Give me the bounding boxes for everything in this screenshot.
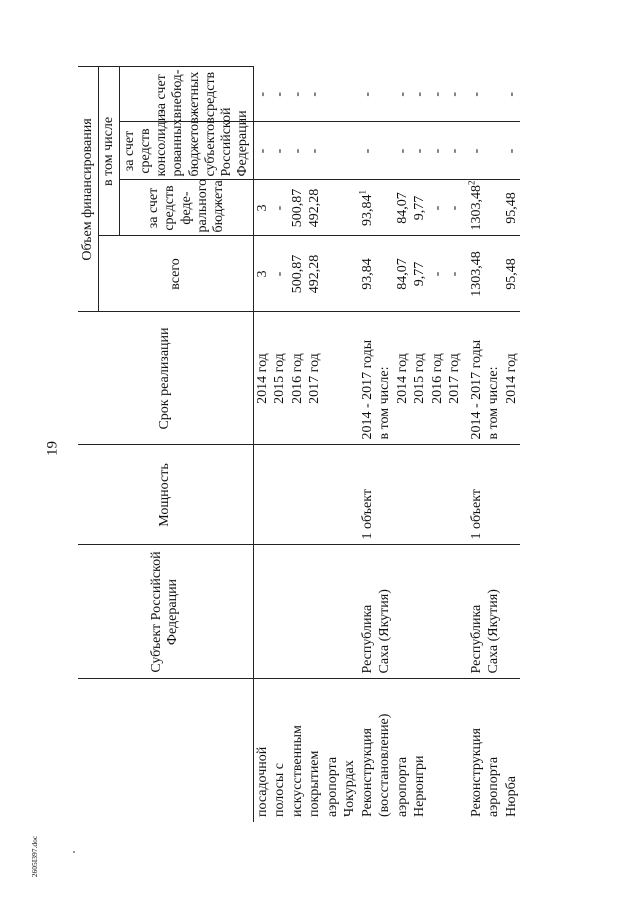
cell-regional-text: -: [307, 148, 323, 154]
cell-object-text: Реконструкция: [359, 728, 375, 817]
cell-period: [253, 312, 271, 445]
cell-period: [341, 312, 359, 445]
cell-extra: [341, 67, 359, 122]
cell-extra: [253, 67, 271, 122]
cell-federal: [394, 180, 412, 236]
cell-capacity-text: 1 объект: [468, 489, 484, 540]
cell-subject: [394, 545, 412, 679]
cell-total-text: 95,48: [503, 258, 519, 290]
cell-subject-text: Саха (Якутия): [486, 589, 502, 674]
cell-period: [324, 312, 342, 445]
table-row: [485, 67, 503, 822]
cell-extra: [324, 67, 342, 122]
cell-capacity: [429, 445, 447, 545]
cell-period-text: 2014 год: [503, 353, 519, 404]
cell-period-text: 2014 - 2017 годы: [359, 339, 375, 440]
cell-extra: [271, 67, 289, 122]
cell-total-text: -: [429, 271, 445, 277]
cell-regional: [411, 122, 429, 180]
cell-extra: [359, 67, 377, 122]
header-total: всего: [99, 236, 254, 312]
cell-period: [306, 312, 324, 445]
cell-regional: [306, 122, 324, 180]
cell-capacity: [446, 445, 464, 545]
cell-period: [446, 312, 464, 445]
cell-capacity-text: 1 объект: [359, 489, 375, 540]
cell-subject-text: Саха (Якутия): [377, 589, 393, 674]
cell-object: [429, 679, 447, 822]
cell-object-text: Реконструкция: [468, 728, 484, 817]
cell-extra-text: -: [289, 91, 305, 97]
cell-total-text: -: [447, 271, 463, 277]
cell-capacity: [376, 445, 394, 545]
cell-total-text: -: [272, 271, 288, 277]
cell-subject: [359, 545, 377, 679]
cell-federal: [485, 180, 503, 236]
cell-regional: [271, 122, 289, 180]
cell-object: [253, 679, 271, 822]
cell-period-text: в том числе:: [486, 366, 502, 440]
cell-extra-text: -: [272, 91, 288, 97]
cell-subject: [468, 545, 486, 679]
cell-period-text: 2017 год: [307, 353, 323, 404]
cell-capacity: [411, 445, 429, 545]
cell-total: [503, 236, 521, 312]
cell-extra: [376, 67, 394, 122]
cell-object: [271, 679, 289, 822]
cell-object: [503, 679, 521, 822]
cell-regional-text: -: [429, 148, 445, 154]
cell-regional: [376, 122, 394, 180]
cell-regional-text: -: [503, 148, 519, 154]
table-row: [411, 67, 429, 822]
cell-period-text: 2017 год: [447, 353, 463, 404]
cell-federal-text: 93,84: [359, 194, 375, 226]
cell-extra: [446, 67, 464, 122]
cell-capacity: [359, 445, 377, 545]
cell-federal-text: -: [429, 205, 445, 211]
cell-object-text: (восстановление): [377, 713, 393, 817]
header-regional: за счет средств консолиди-рованных бюджетов субъектов Российской Федерации: [120, 122, 254, 180]
cell-object: [289, 679, 307, 822]
cell-object: [446, 679, 464, 822]
cell-object-text: посадочной: [254, 746, 270, 817]
cell-total: [324, 236, 342, 312]
cell-period-text: 2014 - 2017 годы: [468, 339, 484, 440]
header-federal: за счет средств феде-рального бюджета: [120, 180, 254, 236]
cell-federal: [411, 180, 429, 236]
table-row: [253, 67, 271, 822]
cell-capacity: [485, 445, 503, 545]
cell-federal: [253, 180, 271, 236]
cell-extra-text: -: [412, 91, 428, 97]
cell-extra-text: -: [468, 91, 484, 97]
cell-extra: [503, 67, 521, 122]
header-including: в том числе: [99, 67, 120, 236]
table-row: [306, 67, 324, 822]
cell-period: [468, 312, 486, 445]
header-object: [78, 679, 253, 822]
cell-period: [289, 312, 307, 445]
cell-period-text: 2016 год: [289, 353, 305, 404]
table-row: [289, 67, 307, 822]
cell-regional-text: -: [468, 148, 484, 154]
cell-extra: [394, 67, 412, 122]
cell-extra-text: -: [394, 91, 410, 97]
table-row: [394, 67, 412, 822]
cell-extra-text: -: [429, 91, 445, 97]
header-funding: Объем финансирования: [78, 67, 99, 312]
cell-subject: [429, 545, 447, 679]
cell-extra: [485, 67, 503, 122]
cell-federal-text: -: [447, 205, 463, 211]
cell-capacity: [271, 445, 289, 545]
cell-extra: [468, 67, 486, 122]
cell-period-text: 2015 год: [412, 353, 428, 404]
cell-regional-text: -: [394, 148, 410, 154]
cell-regional: [359, 122, 377, 180]
table-row: [376, 67, 394, 822]
cell-regional: [468, 122, 486, 180]
cell-regional-text: -: [289, 148, 305, 154]
cell-federal-text: 9,77: [412, 195, 428, 221]
table-row: [341, 67, 359, 822]
cell-object-text: аэропорта: [324, 756, 340, 817]
cell-subject-text: Республика: [468, 604, 484, 674]
cell-extra-text: -: [359, 91, 375, 97]
cell-federal-text: 1303,48: [468, 185, 484, 231]
cell-object: [324, 679, 342, 822]
cell-capacity: [468, 445, 486, 545]
cell-subject: [324, 545, 342, 679]
cell-federal: [289, 180, 307, 236]
cell-period-text: в том числе:: [377, 366, 393, 440]
cell-regional: [341, 122, 359, 180]
cell-subject: [376, 545, 394, 679]
cell-object: [468, 679, 486, 822]
cell-federal: [446, 180, 464, 236]
scan-speck: [73, 851, 75, 853]
cell-federal: [271, 180, 289, 236]
header-subject: Субъект Российской Федерации: [78, 545, 253, 679]
cell-subject: [341, 545, 359, 679]
cell-period: [503, 312, 521, 445]
cell-object: [341, 679, 359, 822]
page-number: 19: [44, 441, 61, 456]
table-row: [429, 67, 447, 822]
cell-capacity: [324, 445, 342, 545]
cell-total-text: 93,84: [359, 258, 375, 290]
cell-subject: [411, 545, 429, 679]
cell-object: [306, 679, 324, 822]
cell-total: [289, 236, 307, 312]
cell-federal-text: 492,28: [307, 188, 323, 228]
header-period: Срок реализации: [78, 312, 253, 445]
cell-extra-text: -: [447, 91, 463, 97]
cell-extra-text: -: [307, 91, 323, 97]
cell-total: [359, 236, 377, 312]
cell-object: [394, 679, 412, 822]
cell-total-text: 1303,48: [468, 251, 484, 297]
cell-period-text: 2014 год: [254, 353, 270, 404]
cell-total-text: 9,77: [412, 261, 428, 287]
cell-total: [411, 236, 429, 312]
cell-regional-text: -: [359, 148, 375, 154]
cell-object-text: Нюрба: [503, 776, 519, 817]
cell-extra: [429, 67, 447, 122]
cell-total: [468, 236, 486, 312]
cell-object-text: Чокурдах: [342, 760, 358, 817]
cell-regional: [289, 122, 307, 180]
cell-total-text: 500,87: [289, 254, 305, 294]
cell-regional-text: -: [447, 148, 463, 154]
cell-capacity: [289, 445, 307, 545]
cell-total-text: 492,28: [307, 254, 323, 294]
cell-object-text: искусственным: [289, 725, 305, 817]
table-row: [446, 67, 464, 822]
cell-extra: [289, 67, 307, 122]
cell-regional: [429, 122, 447, 180]
cell-federal-text: 95,48: [503, 192, 519, 224]
cell-regional: [503, 122, 521, 180]
cell-total: [446, 236, 464, 312]
cell-total: [376, 236, 394, 312]
header-extra: за счет внебюд-жетных средств: [120, 67, 254, 122]
table-row: [324, 67, 342, 822]
cell-period: [394, 312, 412, 445]
cell-total-text: 84,07: [394, 258, 410, 290]
cell-federal-text: -: [272, 205, 288, 211]
cell-subject: [271, 545, 289, 679]
cell-object-text: аэропорта: [486, 756, 502, 817]
cell-federal: [376, 180, 394, 236]
rotated-table-container: [78, 67, 573, 822]
cell-federal: [503, 180, 521, 236]
cell-period: [271, 312, 289, 445]
cell-subject: [306, 545, 324, 679]
cell-total: [306, 236, 324, 312]
cell-regional: [253, 122, 271, 180]
cell-federal: [468, 180, 486, 236]
cell-extra: [411, 67, 429, 122]
cell-federal-text: 3: [254, 204, 270, 212]
cell-total-text: 3: [254, 270, 270, 278]
footnote-marker: 2: [466, 180, 477, 185]
cell-extra-text: -: [503, 91, 519, 97]
table-row: [271, 67, 289, 822]
document-filename: 2605I397.doc: [30, 835, 39, 878]
cell-federal: [359, 180, 377, 236]
cell-object-text: аэропорта: [394, 756, 410, 817]
funding-table: [78, 66, 520, 822]
cell-federal-text: 500,87: [289, 188, 305, 228]
cell-capacity: [341, 445, 359, 545]
cell-subject-text: Республика: [359, 604, 375, 674]
cell-regional: [394, 122, 412, 180]
header-capacity: Мощность: [78, 445, 253, 545]
table-row: [503, 67, 521, 822]
cell-period: [359, 312, 377, 445]
cell-regional-text: -: [254, 148, 270, 154]
cell-total: [429, 236, 447, 312]
cell-period: [376, 312, 394, 445]
cell-extra-text: -: [254, 91, 270, 97]
cell-total: [485, 236, 503, 312]
cell-subject: [503, 545, 521, 679]
cell-object-text: полосы с: [272, 763, 288, 817]
cell-total: [394, 236, 412, 312]
cell-federal: [341, 180, 359, 236]
cell-regional: [324, 122, 342, 180]
cell-capacity: [306, 445, 324, 545]
cell-total: [341, 236, 359, 312]
cell-period-text: 2015 год: [272, 353, 288, 404]
cell-federal-text: 84,07: [394, 192, 410, 224]
footnote-marker: 1: [357, 190, 368, 195]
cell-object: [485, 679, 503, 822]
cell-object-text: покрытием: [307, 750, 323, 817]
cell-total: [271, 236, 289, 312]
cell-object: [411, 679, 429, 822]
cell-regional-text: -: [412, 148, 428, 154]
cell-object: [376, 679, 394, 822]
cell-federal: [324, 180, 342, 236]
cell-regional-text: -: [272, 148, 288, 154]
cell-regional: [446, 122, 464, 180]
cell-capacity: [503, 445, 521, 545]
cell-extra: [306, 67, 324, 122]
cell-period: [429, 312, 447, 445]
cell-period: [485, 312, 503, 445]
cell-federal: [306, 180, 324, 236]
cell-period-text: 2016 год: [429, 353, 445, 404]
cell-regional: [485, 122, 503, 180]
cell-total: [253, 236, 271, 312]
cell-federal: [429, 180, 447, 236]
table-row: [359, 67, 377, 822]
cell-capacity: [253, 445, 271, 545]
cell-subject: [253, 545, 271, 679]
cell-object-text: Нерюнгри: [412, 755, 428, 817]
table-row: [468, 67, 486, 822]
cell-subject: [289, 545, 307, 679]
cell-capacity: [394, 445, 412, 545]
cell-period-text: 2014 год: [394, 353, 410, 404]
cell-subject: [485, 545, 503, 679]
cell-subject: [446, 545, 464, 679]
cell-object: [359, 679, 377, 822]
table-body: [253, 67, 520, 822]
cell-period: [411, 312, 429, 445]
